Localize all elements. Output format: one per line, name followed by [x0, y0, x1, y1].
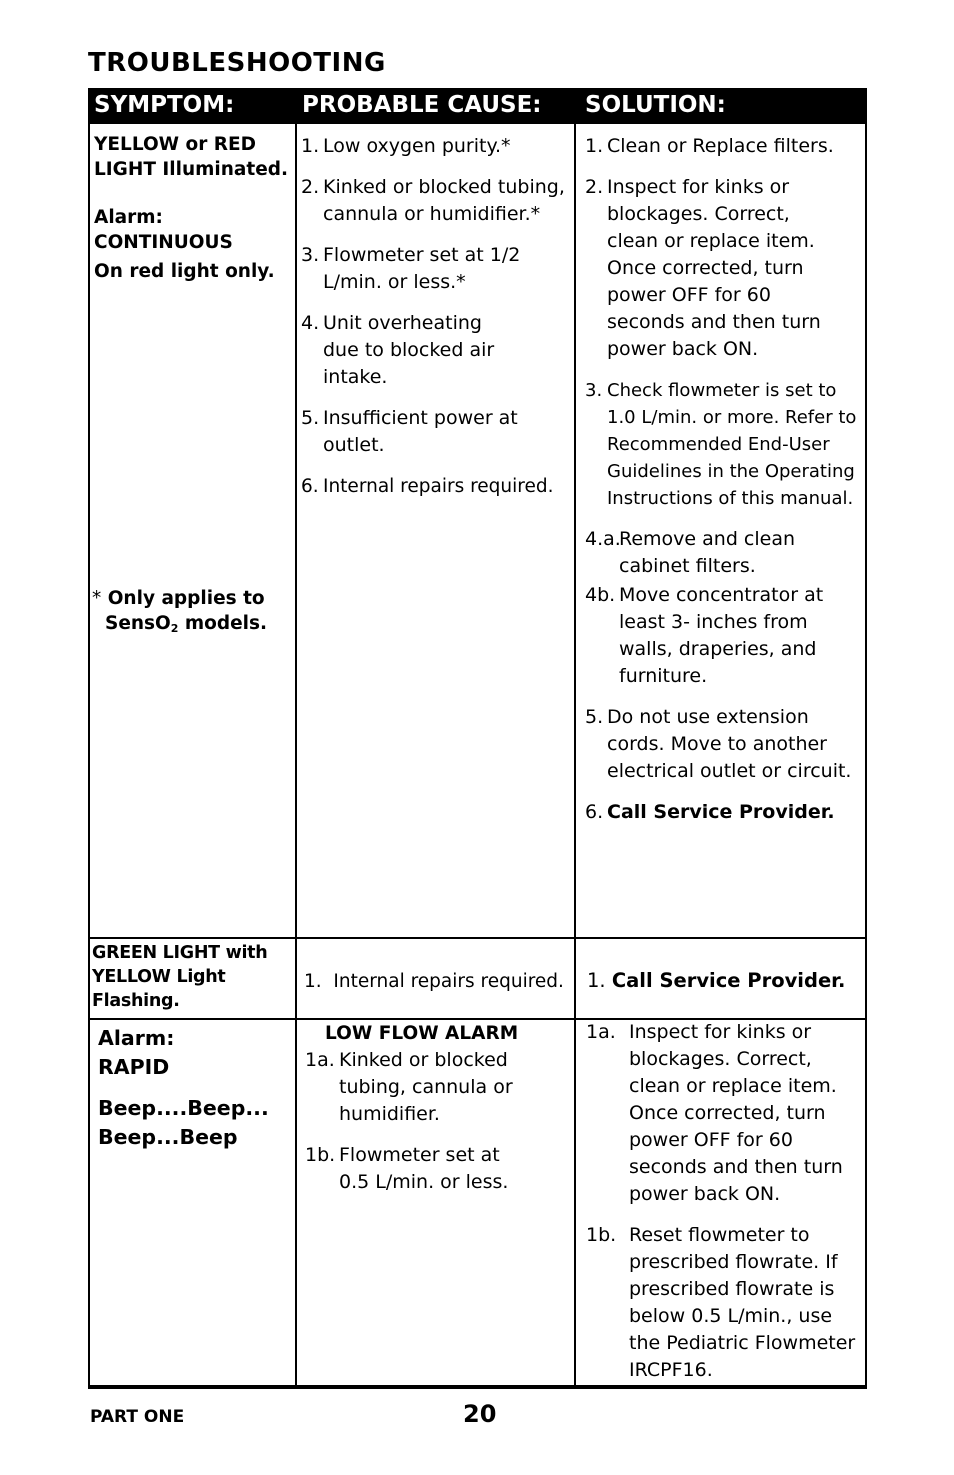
solution-item [585, 174, 861, 363]
solution-text: Call Service Provider. [607, 801, 835, 823]
alarm-label: Alarm: [98, 1026, 175, 1050]
solution-num: 3. [585, 380, 603, 401]
solution-text: Reset flowmeter to prescribed flowrate. If prescribed flowrate is below 0.5 L/min., use the Pediatric Flowmeter IRCPF16. [629, 1224, 856, 1381]
footnote-sub: 2 [170, 622, 179, 635]
footnote-models: models. [178, 613, 268, 634]
cause-text: Unit overheating due to blocked air intake. [323, 312, 495, 388]
solution-text: Inspect for kinks or blockages. Correct, clean or replace item. Once corrected, turn power OFF for 60 seconds and then turn power back ON. [607, 176, 821, 360]
solution-num: 1. [587, 969, 606, 992]
cause-item [305, 1142, 571, 1196]
header-symptom: SYMPTOM: [94, 92, 235, 118]
solution-item [585, 799, 861, 826]
cause-num: 1a. [305, 1049, 335, 1071]
solution-num: 1a. [586, 1021, 616, 1043]
cause-num: 3. [301, 244, 320, 266]
header-underline [88, 122, 867, 124]
cause-num: 6. [301, 476, 319, 497]
solution-item [585, 526, 861, 580]
divider-col2 [574, 122, 576, 1387]
cause-num: 5. [301, 407, 320, 429]
cause-num: 1b. [305, 1144, 336, 1166]
row1-solutions [585, 133, 861, 840]
solution-text: Inspect for kinks or blockages. Correct, clean or replace item. Once corrected, turn power OFF for 60 seconds and then turn power back ON. [629, 1021, 843, 1205]
row2-solution [587, 967, 865, 994]
cause-item [301, 473, 571, 500]
row3-causes [305, 1020, 571, 1210]
footnote [92, 586, 290, 641]
footer-section: PART ONE [90, 1407, 185, 1427]
solution-text: Do not use extension cords. Move to another electrical outlet or circuit. [607, 706, 852, 782]
solution-text: Remove and clean cabinet filters. [619, 528, 796, 577]
solution-text: Move concentrator at least 3- inches from walls, draperies, and furniture. [619, 584, 824, 687]
symptom-light: YELLOW or RED LIGHT Illuminated. [94, 134, 289, 180]
alarm-note: On red light only. [94, 261, 275, 282]
solution-num: 2. [585, 176, 604, 198]
solution-item [585, 377, 861, 512]
cause-item [301, 174, 571, 228]
solution-item [586, 1019, 862, 1208]
cause-item [301, 133, 571, 160]
cause-text: Flowmeter set at 0.5 L/min. or less. [339, 1144, 509, 1193]
row3-solutions [586, 1019, 862, 1398]
solution-num: 1. [585, 135, 604, 157]
row3-symptom [98, 1024, 293, 1152]
cause-num: 1. [304, 971, 322, 992]
low-flow-heading: LOW FLOW ALARM [325, 1023, 519, 1044]
cause-text: Low oxygen purity.* [323, 135, 511, 157]
alarm-type: CONTINUOUS [94, 232, 233, 253]
cause-item [305, 1047, 571, 1128]
solution-num: 4b. [585, 584, 616, 606]
cause-item [301, 310, 571, 391]
solution-item [585, 704, 861, 785]
border-left [88, 122, 90, 1387]
beep-line2: Beep...Beep [98, 1125, 238, 1149]
footnote-star: * [92, 588, 102, 609]
beep-line1: Beep....Beep... [98, 1096, 269, 1120]
solution-num: 5. [585, 706, 604, 728]
cause-item [301, 242, 571, 296]
solution-text: Clean or Replace filters. [607, 135, 834, 157]
cause-num: 2. [301, 176, 320, 198]
cause-text: Kinked or blocked tubing, cannula or humidifier.* [323, 176, 565, 225]
page-number: 20 [463, 1400, 497, 1428]
row1-causes [301, 133, 571, 514]
divider-col1 [295, 122, 297, 1387]
footnote-sens: SensO [105, 613, 171, 634]
alarm-type: RAPID [98, 1055, 170, 1079]
solution-text: Call Service Provider. [611, 969, 846, 992]
solution-text: Check flowmeter is set to 1.0 L/min. or more. Refer to Recommended End-User Guidelines in the Operating Instructions of this manual. [607, 380, 857, 509]
page-title: TROUBLESHOOTING [88, 48, 386, 78]
solution-num: 6. [585, 801, 604, 823]
footnote-line1: Only applies to [107, 588, 265, 609]
cause-num: 1. [301, 135, 320, 157]
border-right [865, 122, 867, 1387]
solution-num: 4.a. [585, 528, 621, 550]
row2-cause [304, 968, 572, 995]
cause-num: 4. [301, 312, 320, 334]
row1-bottom [88, 937, 867, 939]
header-solution: SOLUTION: [585, 92, 726, 118]
cause-text: Insufficient power at outlet. [323, 407, 518, 456]
alarm-label: Alarm: [94, 207, 163, 228]
cause-text: Kinked or blocked tubing, cannula or humidifier. [339, 1049, 513, 1125]
cause-text: Flowmeter set at 1/2 L/min. or less.* [323, 244, 521, 293]
solution-item [585, 133, 861, 160]
row1-symptom [94, 132, 292, 284]
cause-text: Internal repairs required. [323, 476, 554, 497]
solution-num: 1b. [586, 1224, 617, 1246]
row2-symptom: GREEN LIGHT with YELLOW Light Flashing. [92, 943, 268, 1011]
cause-item [301, 405, 571, 459]
header-cause: PROBABLE CAUSE: [302, 92, 542, 118]
solution-item [585, 582, 861, 690]
cause-text: Internal repairs required. [333, 971, 564, 992]
solution-item [586, 1222, 862, 1384]
